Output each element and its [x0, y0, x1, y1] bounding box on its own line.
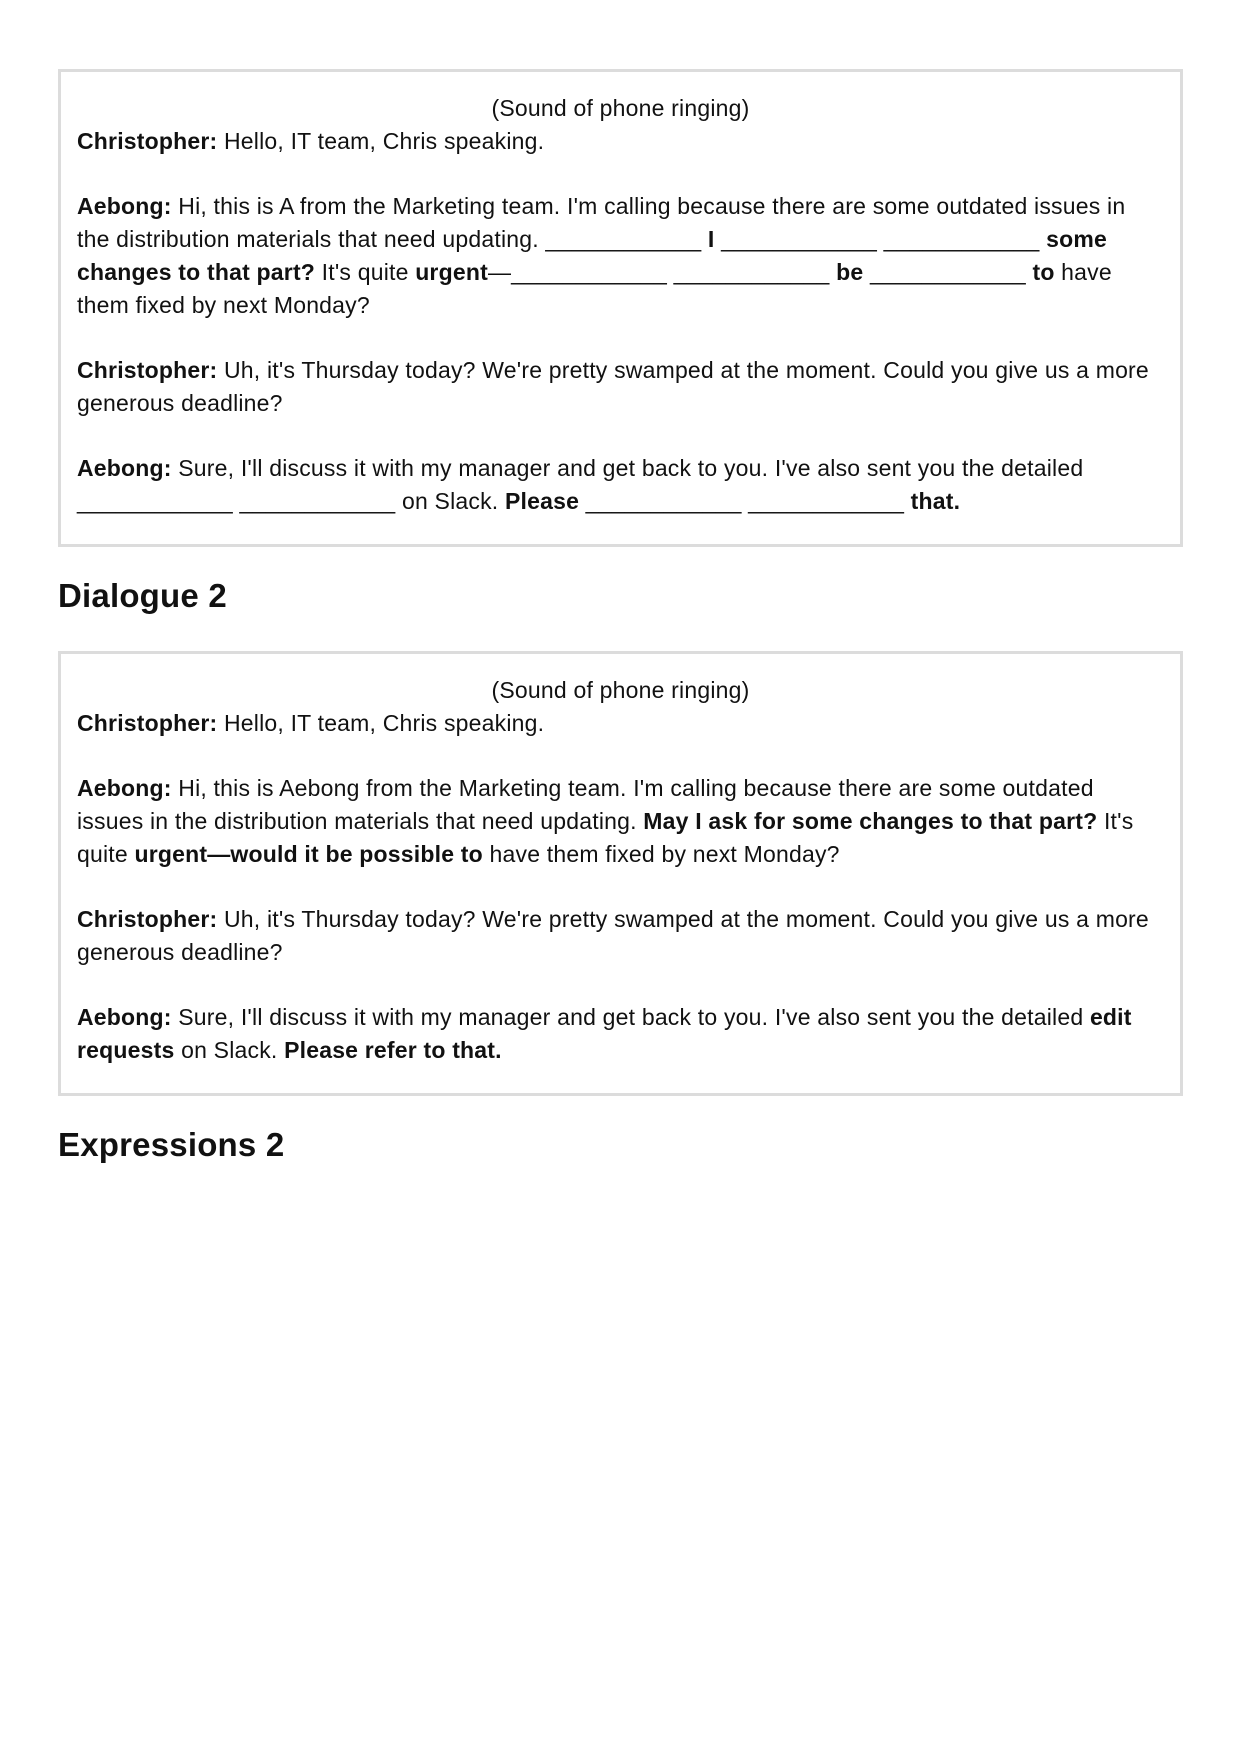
dialogue-text: have them fixed by next Monday? [77, 259, 1112, 318]
dialogue-text-bold: that. [910, 488, 961, 514]
dialogue-text-bold: be [836, 259, 864, 285]
dialogue-text: Hi, this is Aebong from the Marketing team. I'm calling because there are some outdated issues in the distribution materials that need updating. [77, 775, 1094, 834]
dialogue-text-bold: Christopher: [77, 710, 218, 736]
dialogue-paragraph [77, 772, 1164, 871]
dialogue-text: Sure, I'll discuss it with my manager and get back to you. I've also sent you the detailed [171, 1004, 1090, 1030]
dialogue-text: Hello, IT team, Chris speaking. [217, 128, 545, 154]
dialogue-text-bold: to [1032, 259, 1055, 285]
dialogue-text-bold: Aebong: [77, 775, 172, 801]
dialogue-text-bold: Aebong: [77, 1004, 172, 1030]
dialogue-text-bold: Please [504, 488, 580, 514]
expressions-2-heading: Expressions 2 [58, 1126, 285, 1163]
dialogue-text-bold: Christopher: [77, 906, 218, 932]
dialogue-text-bold: Please refer to that. [284, 1037, 502, 1063]
dialogue-text: Hi, this is A from the Marketing team. I'm calling because there are some outdated issues in the distribution materials that need updating. ____________ [77, 193, 1126, 252]
dialogue-1-paragraphs [77, 125, 1164, 518]
dialogue-text-bold: some changes to that part? [77, 226, 1107, 285]
dialogue-text: Sure, I'll discuss it with my manager and get back to you. I've also sent you the detailed ____________ ____________ on Slack. [77, 455, 1084, 514]
dialogue-text-bold: urgent [415, 259, 488, 285]
dialogue-text: have them fixed by next Monday? [482, 841, 840, 867]
dialogue-text: Uh, it's Thursday today? We're pretty swamped at the moment. Could you give us a more generous deadline? [77, 906, 1149, 965]
dialogue-2-paragraphs [77, 707, 1164, 1067]
dialogue-text-bold: I [707, 226, 715, 252]
dialogue-paragraph [77, 903, 1164, 969]
dialogue-paragraph [77, 190, 1164, 322]
dialogue-2-heading: Dialogue 2 [58, 577, 227, 614]
dialogue-paragraph [77, 354, 1164, 420]
dialogue-text-bold: Aebong: [77, 193, 172, 219]
dialogue-text: It's quite [77, 808, 1134, 867]
dialogue-text: ____________ ____________ [714, 226, 1047, 252]
dialogue-paragraph [77, 1001, 1164, 1067]
dialogue-1-sound-cue: (Sound of phone ringing) [491, 95, 750, 121]
dialogue-text-bold: May I ask for some changes to that part? [643, 808, 1098, 834]
dialogue-2-box [58, 651, 1183, 1096]
dialogue-paragraph [77, 452, 1164, 518]
dialogue-text-bold: Aebong: [77, 455, 172, 481]
dialogue-text: Uh, it's Thursday today? We're pretty swamped at the moment. Could you give us a more generous deadline? [77, 357, 1149, 416]
dialogue-1-box [58, 69, 1183, 547]
dialogue-text: ____________ [863, 259, 1033, 285]
dialogue-text: It's quite [315, 259, 416, 285]
dialogue-text-bold: edit requests [77, 1004, 1132, 1063]
dialogue-text: —____________ ____________ [487, 259, 837, 285]
dialogue-2-sound-cue: (Sound of phone ringing) [491, 677, 750, 703]
dialogue-paragraph [77, 707, 1164, 740]
dialogue-text-bold: urgent—would it be possible to [134, 841, 483, 867]
dialogue-text: on Slack. [174, 1037, 285, 1063]
dialogue-text-bold: Christopher: [77, 128, 218, 154]
dialogue-text: ____________ ____________ [579, 488, 911, 514]
dialogue-text-bold: Christopher: [77, 357, 218, 383]
dialogue-paragraph [77, 125, 1164, 158]
dialogue-text: Hello, IT team, Chris speaking. [217, 710, 545, 736]
